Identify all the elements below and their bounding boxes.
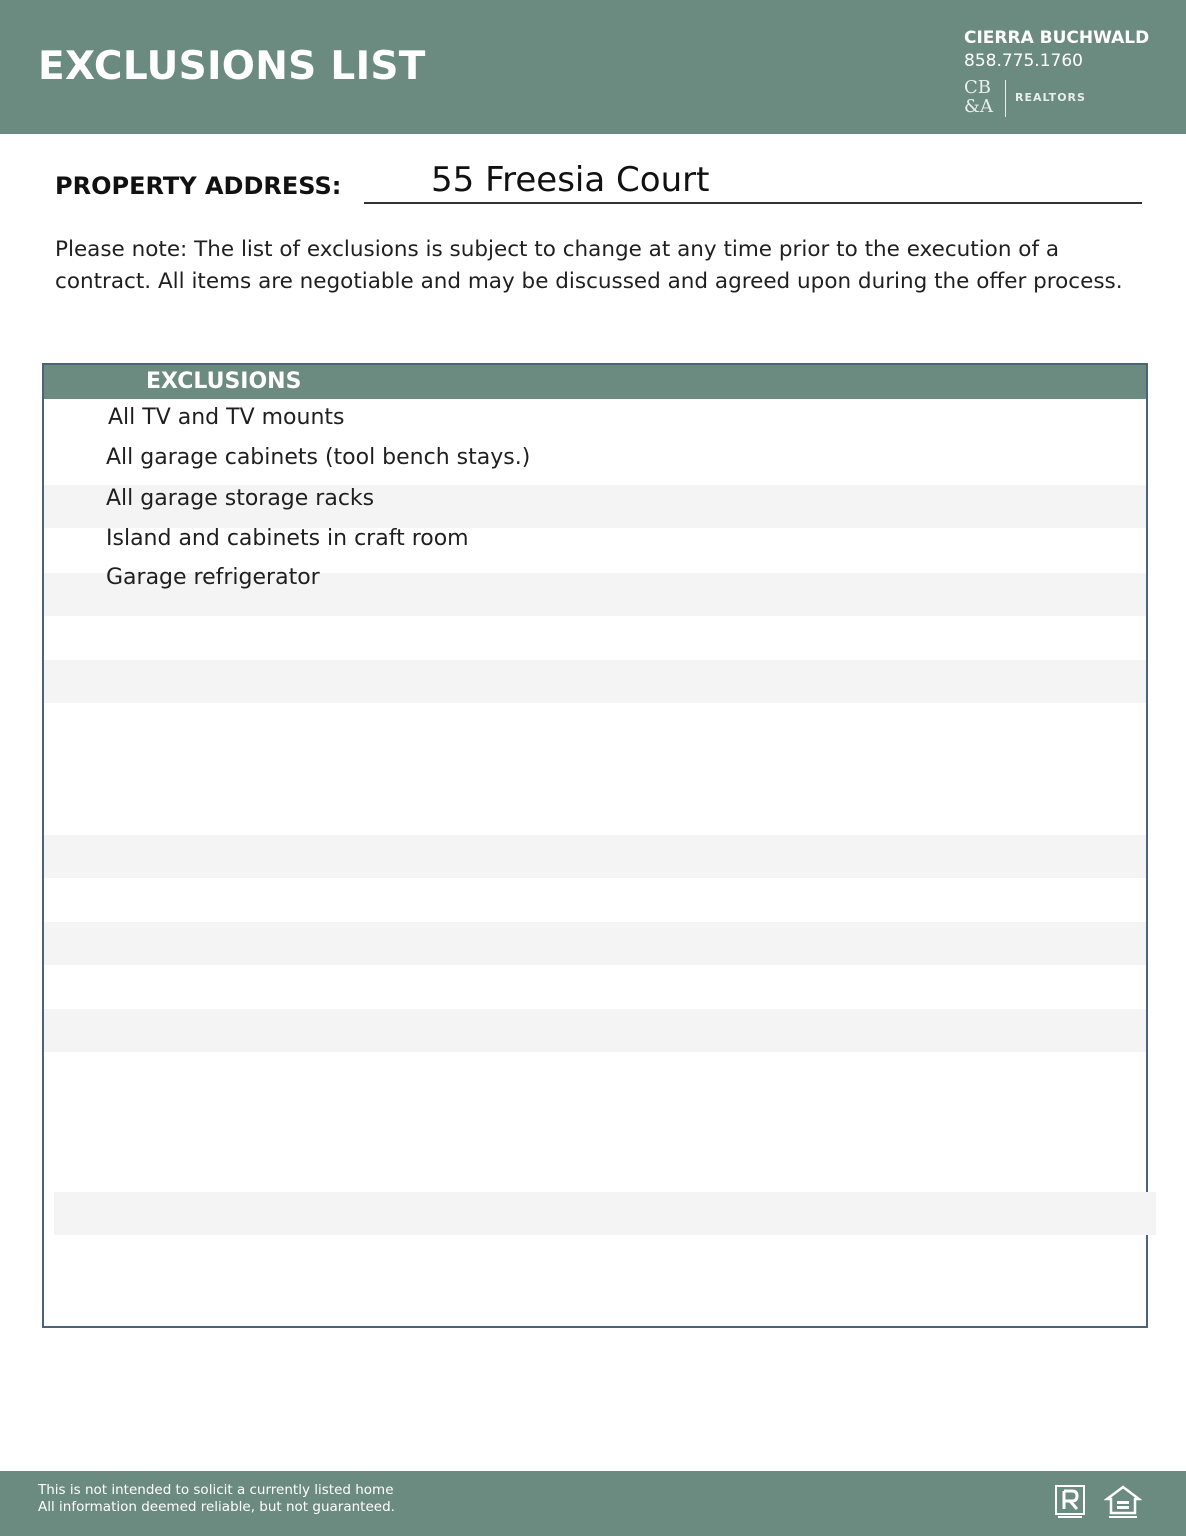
header-band [0,0,1186,134]
exclusion-item: All TV and TV mounts [108,405,345,430]
exclusion-item: Island and cabinets in craft room [106,526,469,551]
footer-line-1: This is not intended to solicit a currently listed home [38,1482,394,1498]
logo-word: REALTORS [1015,91,1086,104]
exclusion-item: All garage storage racks [106,486,375,511]
table-header [44,365,1146,399]
document-title: EXCLUSIONS LIST [38,44,426,89]
row-stripe [44,922,1146,965]
property-address-value: 55 Freesia Court [431,160,710,200]
row-stripe [44,1009,1146,1052]
footer-band [0,1471,1186,1536]
logo-monogram-line1: CB [964,77,991,98]
equal-housing-icon [1104,1485,1142,1521]
address-underline [364,202,1142,204]
logo-monogram [964,78,993,116]
row-stripe [44,835,1146,878]
realtor-r-icon [1055,1485,1085,1521]
agent-phone: 858.775.1760 [964,51,1083,71]
brokerage-logo [964,78,1104,120]
disclaimer-note: Please note: The list of exclusions is subject to change at any time prior to the execution of a contract. All items are negotiable and may be discussed and agreed upon during the offer process. [55,237,1123,294]
exclusion-item: Garage refrigerator [106,565,320,590]
property-address-label: PROPERTY ADDRESS: [55,172,342,200]
logo-monogram-line2: &A [964,96,994,117]
agent-name: CIERRA BUCHWALD [964,28,1150,48]
logo-divider [1005,80,1006,117]
footer-line-2: All information deemed reliable, but not guaranteed. [38,1499,395,1515]
row-stripe [44,660,1146,703]
exclusion-item: All garage cabinets (tool bench stays.) [106,445,531,470]
footer-disclaimer [38,1482,395,1516]
table-header-label: EXCLUSIONS [146,369,302,394]
exclusions-table [42,363,1148,1328]
row-stripe [54,1192,1156,1235]
